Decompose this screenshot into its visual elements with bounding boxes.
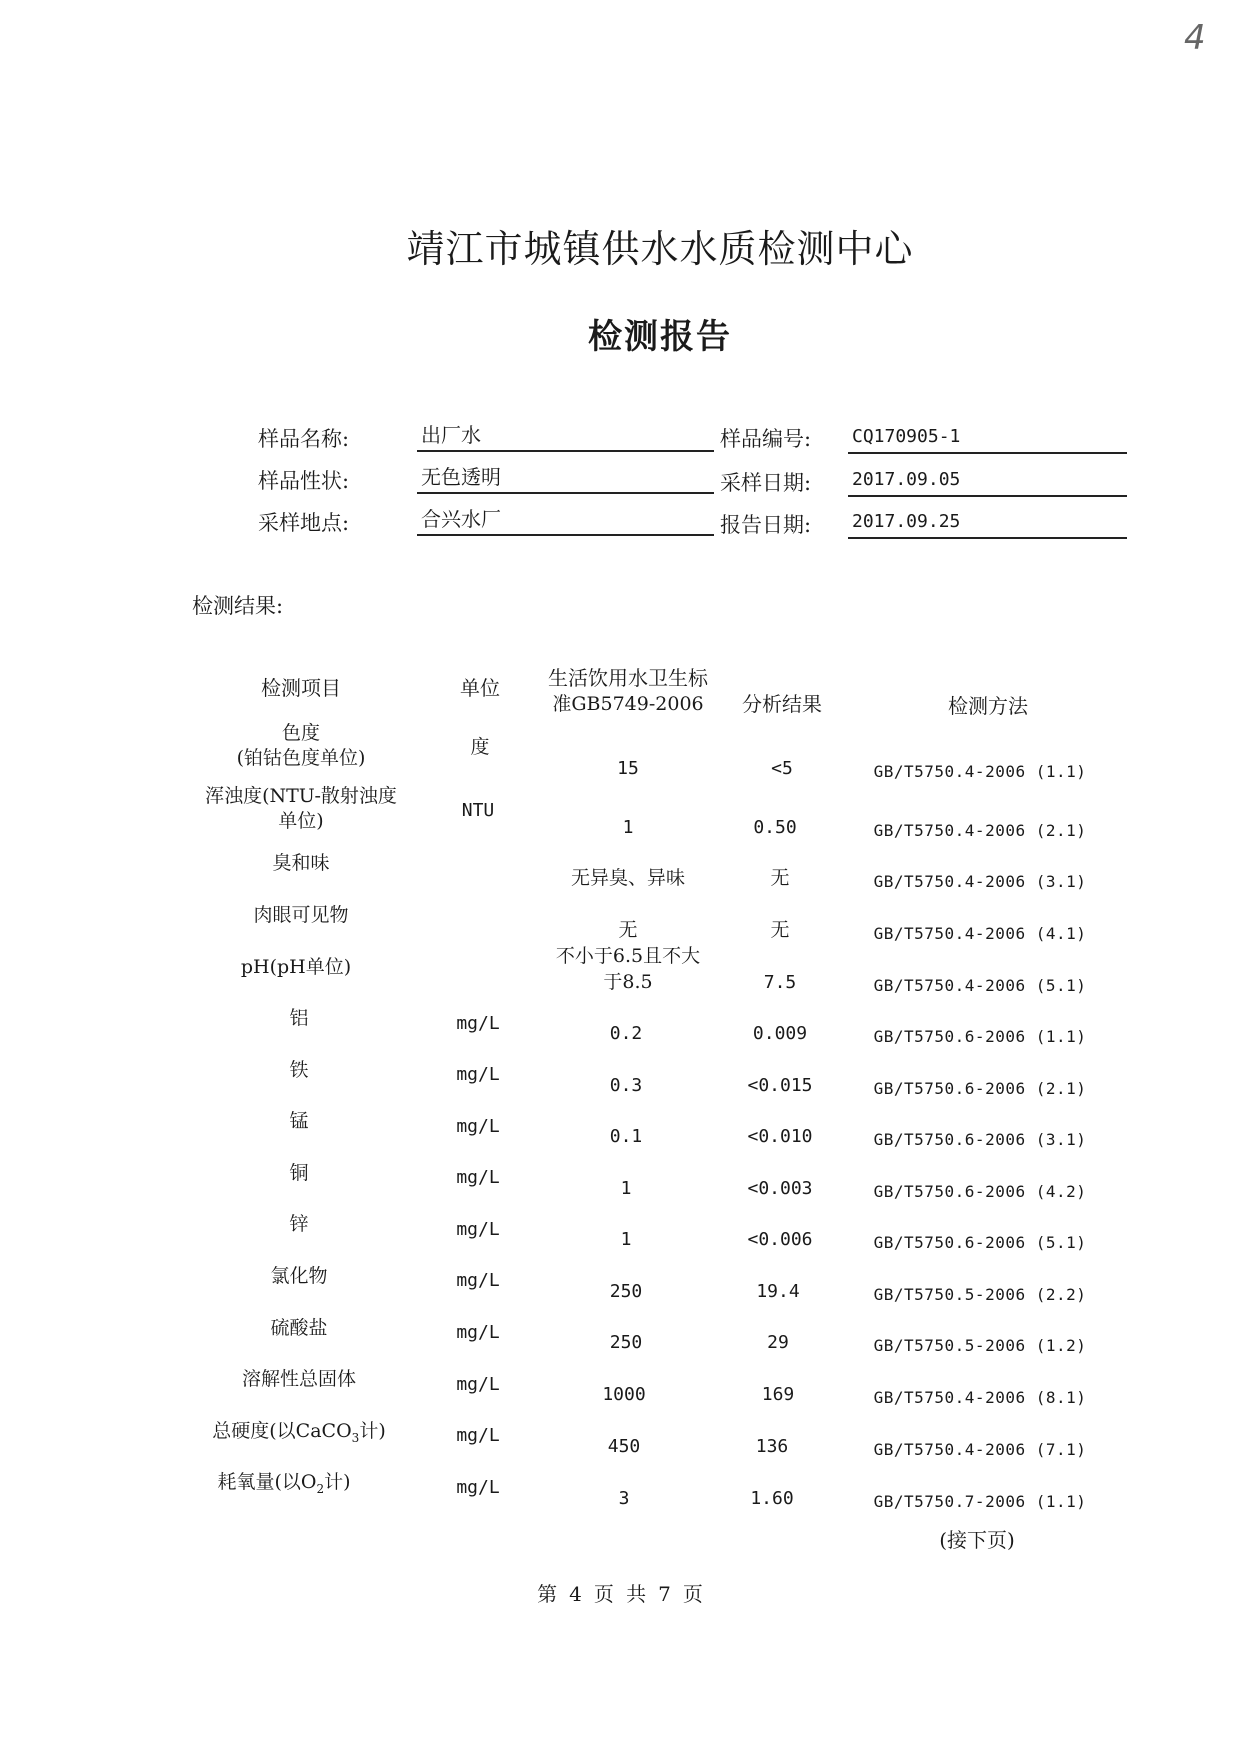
cell-item-text: 总硬度(以CaCO <box>212 1420 352 1442</box>
cell-unit: mg/L <box>456 1167 500 1188</box>
cell-standard: 250 <box>609 1281 643 1302</box>
cell-unit: mg/L <box>456 1064 500 1085</box>
cell-standard: 250 <box>609 1332 643 1353</box>
cell-item: 锰 <box>289 1110 309 1132</box>
cell-method: GB/T5750.4-2006 (4.1) <box>873 924 1087 943</box>
cell-result: 29 <box>767 1332 789 1353</box>
results-label: 检测结果: <box>192 594 284 618</box>
cell-standard: 15 <box>617 758 639 779</box>
footer-page: 4 <box>569 1582 582 1606</box>
cell-item: 氯化物 <box>270 1265 328 1287</box>
report-title: 检测报告 <box>588 317 732 357</box>
report-date-value: 2017.09.25 <box>848 509 1127 539</box>
cell-item: 铜 <box>289 1162 309 1184</box>
sampling-date-value: 2017.09.05 <box>848 467 1127 497</box>
cell-unit: NTU <box>461 800 495 821</box>
header-item: 检测项目 <box>261 676 341 700</box>
cell-standard: 0.2 <box>609 1023 643 1044</box>
cell-item: 硫酸盐 <box>270 1317 328 1339</box>
organization-title: 靖江市城镇供水水质检测中心 <box>406 227 914 271</box>
cell-result: 1.60 <box>750 1488 794 1509</box>
cell-unit: mg/L <box>456 1013 500 1034</box>
cell-standard: 450 <box>607 1436 641 1457</box>
cell-item-tail: 计) <box>359 1420 386 1442</box>
handwritten-page-number: 4 <box>1184 18 1206 58</box>
page-footer <box>531 1578 709 1607</box>
cell-standard: 3 <box>618 1488 630 1509</box>
cell-standard: 无 <box>618 919 638 941</box>
cell-item <box>212 1419 385 1451</box>
cell-unit: mg/L <box>456 1322 500 1343</box>
cell-method: GB/T5750.5-2006 (2.2) <box>873 1285 1087 1304</box>
cell-item: 铁 <box>289 1059 309 1081</box>
cell-method: GB/T5750.4-2006 (3.1) <box>873 872 1087 891</box>
cell-method: GB/T5750.7-2006 (1.1) <box>873 1492 1087 1511</box>
sampling-date-label: 采样日期: <box>720 471 812 495</box>
footer-prefix: 第 <box>537 1582 558 1606</box>
footer-middle: 页 共 <box>593 1582 647 1606</box>
sample-character-value: 无色透明 <box>417 464 714 494</box>
report-date-label: 报告日期: <box>720 513 812 537</box>
cell-result: 0.50 <box>753 817 797 838</box>
cell-item-text: 耗氧量(以O <box>217 1471 317 1493</box>
sample-name-value: 出厂水 <box>417 422 714 452</box>
sample-name-label: 样品名称: <box>258 427 350 451</box>
cell-unit: mg/L <box>456 1477 500 1498</box>
cell-item-line2: 单位) <box>278 810 324 832</box>
cell-unit: mg/L <box>456 1270 500 1291</box>
cell-standard: 无异臭、异味 <box>570 867 686 889</box>
cell-unit: mg/L <box>456 1425 500 1446</box>
cell-result: <0.003 <box>747 1178 813 1199</box>
cell-unit: 度 <box>470 736 490 758</box>
cell-result: <0.015 <box>747 1075 813 1096</box>
header-unit: 单位 <box>460 676 500 700</box>
cell-standard: 不小于6.5且不大 <box>555 945 701 967</box>
cell-method: GB/T5750.4-2006 (1.1) <box>873 762 1087 781</box>
cell-method: GB/T5750.6-2006 (4.2) <box>873 1182 1087 1201</box>
header-standard-line2: 准GB5749-2006 <box>552 693 704 715</box>
footer-suffix: 页 <box>682 1582 703 1606</box>
cell-item-tail: 计) <box>324 1471 351 1493</box>
sample-character-label: 样品性状: <box>258 469 350 493</box>
header-standard-line1: 生活饮用水卫生标 <box>548 666 708 690</box>
cell-item-subscript: 2 <box>316 1481 325 1496</box>
header-method: 检测方法 <box>948 694 1028 718</box>
cell-method: GB/T5750.5-2006 (1.2) <box>873 1336 1087 1355</box>
cell-unit: mg/L <box>456 1374 500 1395</box>
cell-result: 7.5 <box>763 972 797 993</box>
cell-item: 溶解性总固体 <box>241 1368 357 1390</box>
cell-result: <0.010 <box>747 1126 813 1147</box>
cell-method: GB/T5750.6-2006 (3.1) <box>873 1130 1087 1149</box>
cell-standard: 1 <box>620 1229 632 1250</box>
sampling-location-label: 采样地点: <box>258 511 350 535</box>
cell-result: 无 <box>770 919 790 941</box>
cell-standard: 0.3 <box>609 1075 643 1096</box>
cell-standard: 1 <box>620 1178 632 1199</box>
sample-id-label: 样品编号: <box>720 427 812 451</box>
cell-method: GB/T5750.4-2006 (5.1) <box>873 976 1087 995</box>
cell-result: 0.009 <box>752 1023 808 1044</box>
cell-item: 色度 <box>281 722 321 744</box>
cell-unit: mg/L <box>456 1219 500 1240</box>
cell-result: <0.006 <box>747 1229 813 1250</box>
cell-item <box>217 1470 350 1502</box>
cell-standard: 1000 <box>602 1384 646 1405</box>
footer-total: 7 <box>658 1582 671 1606</box>
cell-standard: 1 <box>622 817 634 838</box>
cell-standard: 0.1 <box>609 1126 643 1147</box>
sampling-location-value: 合兴水厂 <box>417 506 714 536</box>
cell-item: 铝 <box>289 1007 309 1029</box>
cell-item-subscript: 3 <box>351 1430 360 1445</box>
cell-method: GB/T5750.6-2006 (1.1) <box>873 1027 1087 1046</box>
cell-item-line2: (铂钴色度单位) <box>236 747 366 769</box>
cell-method: GB/T5750.4-2006 (8.1) <box>873 1388 1087 1407</box>
continued-note: (接下页) <box>939 1528 1015 1552</box>
cell-item: 肉眼可见物 <box>253 904 349 926</box>
cell-result: 136 <box>755 1436 789 1457</box>
cell-item: 臭和味 <box>272 852 330 874</box>
cell-item: 浑浊度(NTU-散射浊度 <box>205 785 397 807</box>
cell-method: GB/T5750.4-2006 (7.1) <box>873 1440 1087 1459</box>
cell-method: GB/T5750.4-2006 (2.1) <box>873 821 1087 840</box>
cell-result: 19.4 <box>756 1281 800 1302</box>
cell-item: 锌 <box>289 1213 309 1235</box>
cell-unit: mg/L <box>456 1116 500 1137</box>
cell-result: 169 <box>761 1384 795 1405</box>
cell-result: <5 <box>771 758 793 779</box>
cell-method: GB/T5750.6-2006 (2.1) <box>873 1079 1087 1098</box>
cell-result: 无 <box>770 867 790 889</box>
cell-method: GB/T5750.6-2006 (5.1) <box>873 1233 1087 1252</box>
cell-standard-line2: 于8.5 <box>603 971 653 993</box>
cell-item: pH(pH单位) <box>240 956 352 978</box>
header-result: 分析结果 <box>742 692 822 716</box>
sample-id-value: CQ170905-1 <box>848 424 1127 454</box>
